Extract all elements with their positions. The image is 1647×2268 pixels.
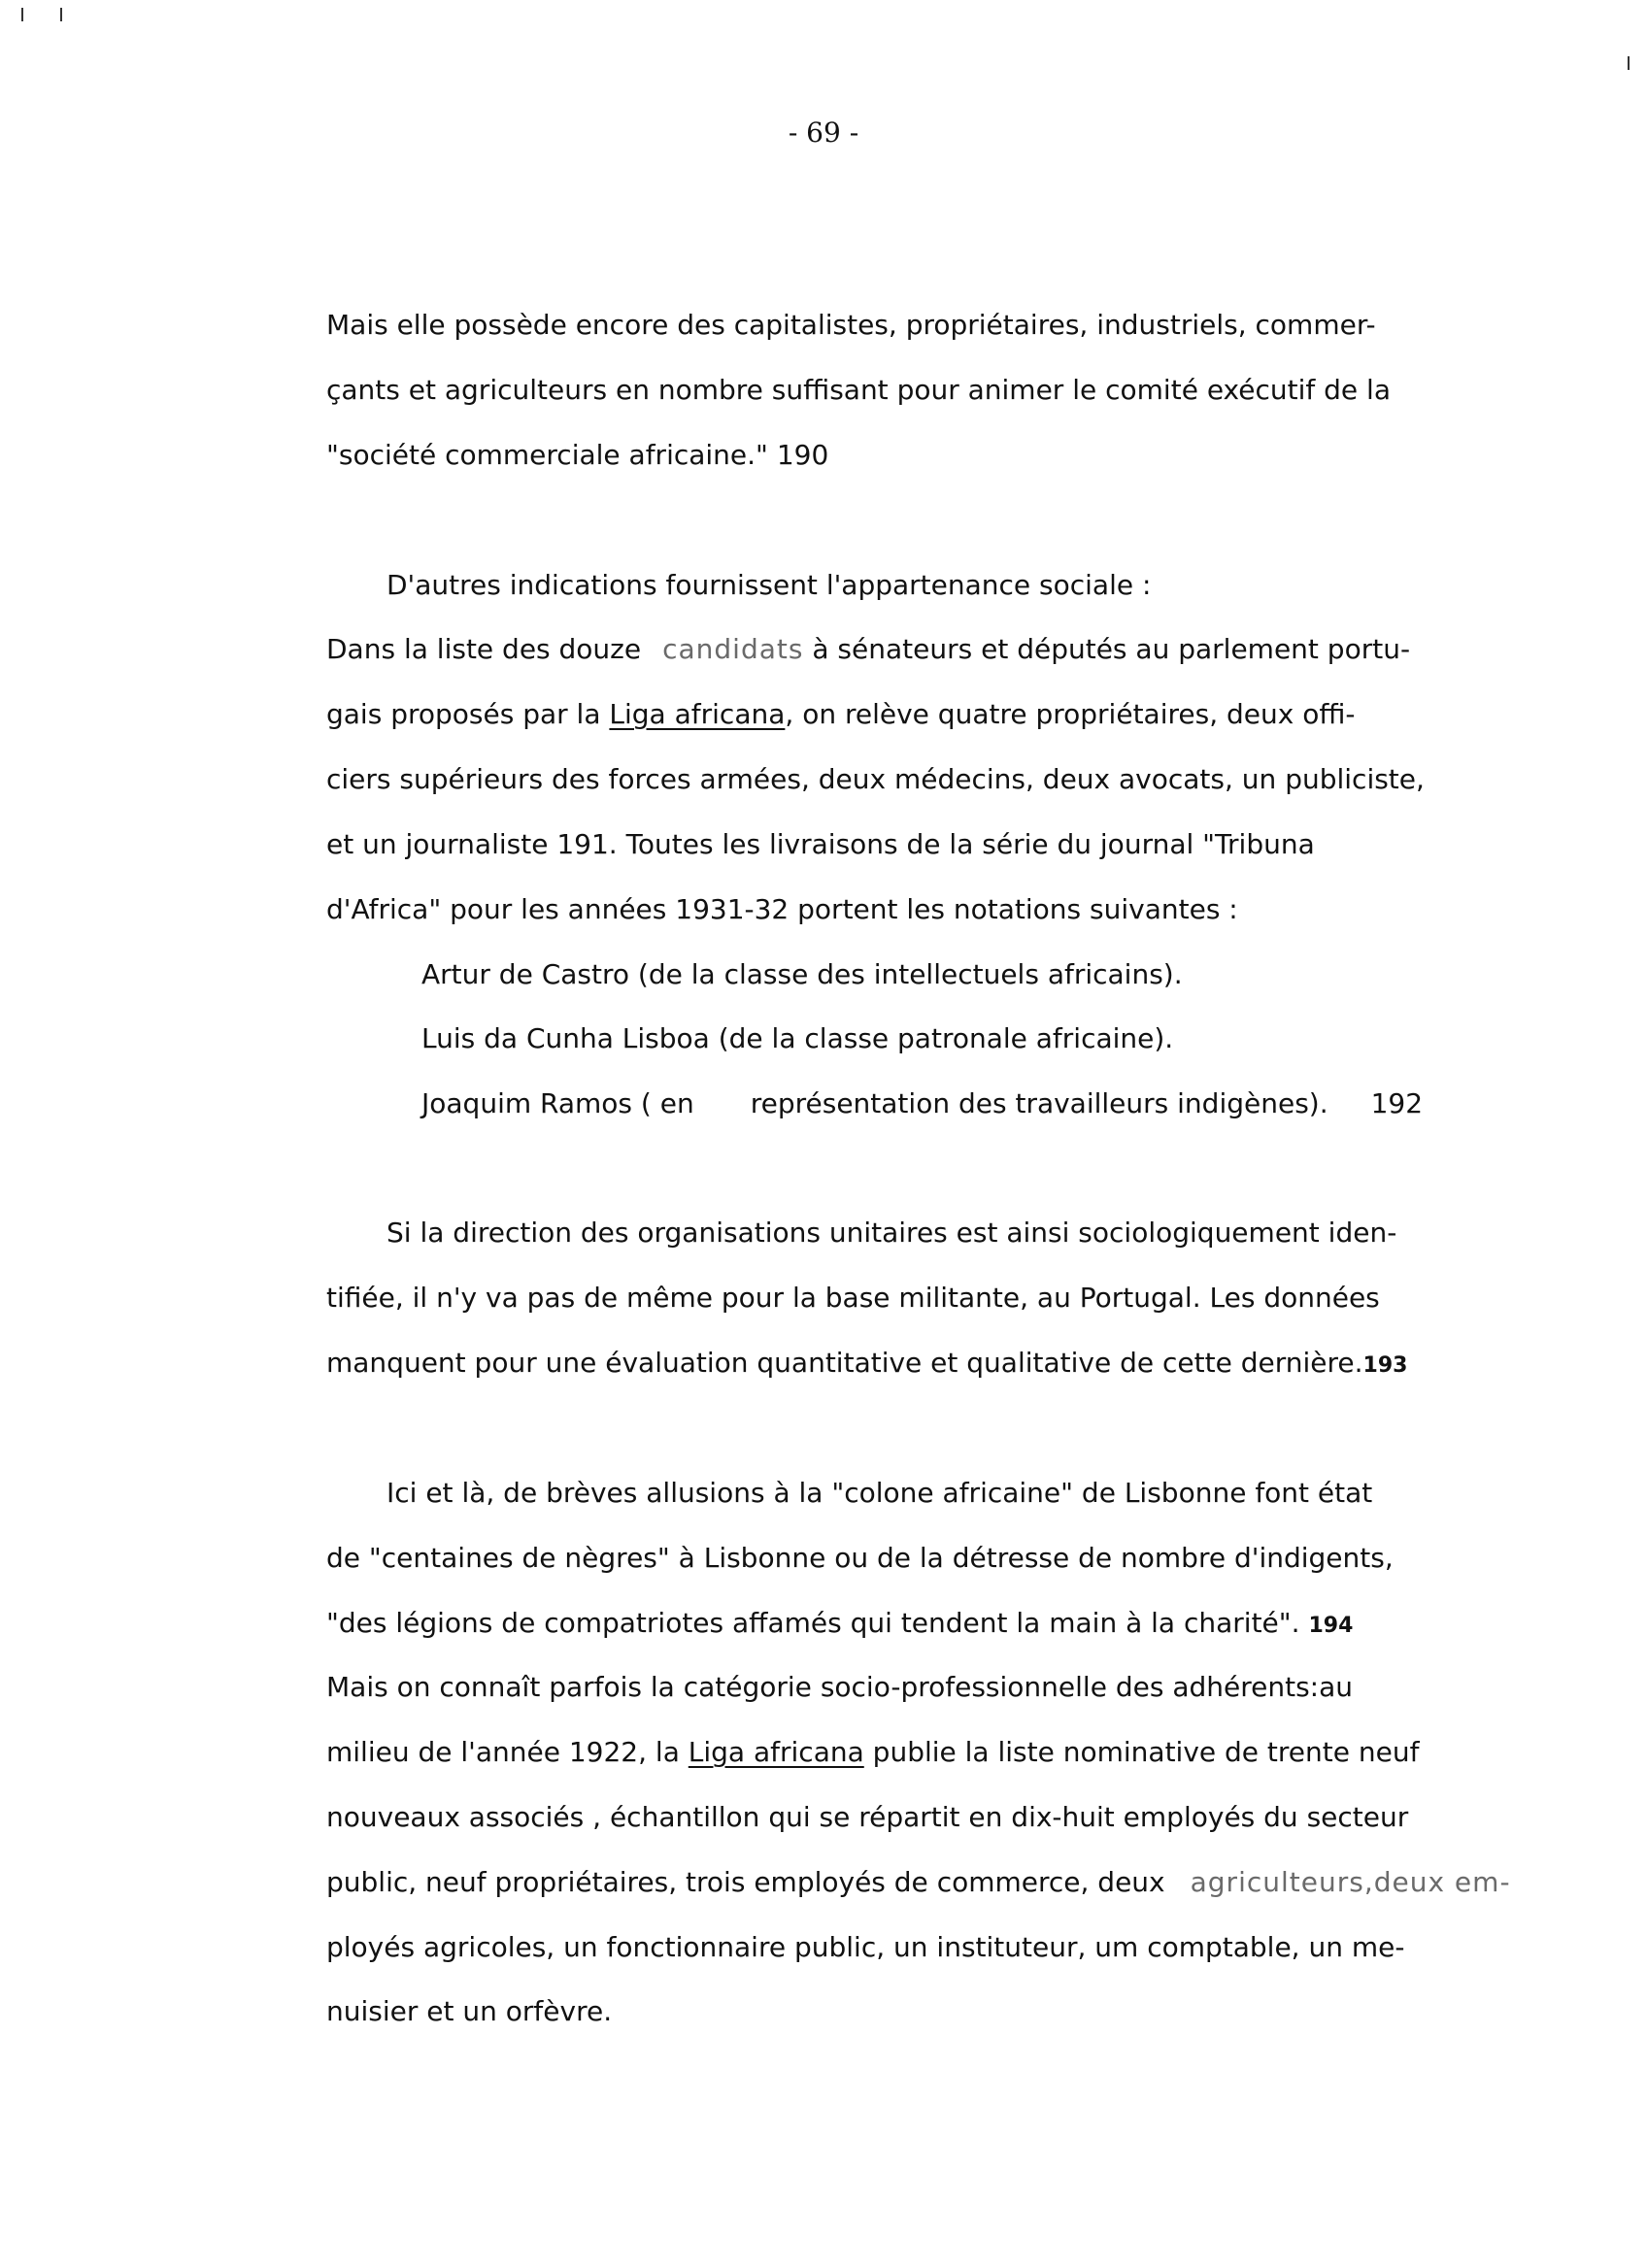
quote-line-1: Artur de Castro (de la classe des intellectuels africains). [421,958,1183,990]
paragraph-1-line-2: çants et agriculteurs en nombre suffisant pour animer le comité exécutif de la [326,374,1391,406]
scan-artifact [1628,56,1630,70]
paragraph-4-line-5 [326,1736,1419,1769]
text-span: manquent pour une évaluation quantitative et qualitative de cette dernière. [326,1347,1363,1379]
underlined-term: Liga africana [609,698,786,730]
text-span: , on relève quatre propriétaires, deux offi- [785,698,1356,730]
text-span: représentation des travailleurs indigènes). [750,1087,1328,1119]
page-number: - 69 - [788,117,859,149]
paragraph-3-line-3 [326,1347,1407,1383]
faint-text: agriculteurs,deux em- [1190,1866,1511,1898]
paragraph-1-line-1: Mais elle possède encore des capitalistes, propriétaires, industriels, commer- [326,309,1376,341]
text-span: publie la liste nominative de trente neuf [872,1736,1420,1768]
paragraph-4-line-2: de "centaines de nègres" à Lisbonne ou de la détresse de nombre d'indigents, [326,1542,1394,1574]
paragraph-2-line-5: et un journaliste 191. Toutes les livraisons de la série du journal "Tribuna [326,828,1315,860]
paragraph-4-line-7 [326,1866,1511,1899]
text-span: milieu de l'année 1922, la [326,1736,680,1768]
paragraph-2-line-1: D'autres indications fournissent l'appartenance sociale : [387,569,1152,601]
text-span: "des légions de compatriotes affamés qui tendent la main à la charité". [326,1607,1300,1639]
paragraph-2-line-4: ciers supérieurs des forces armées, deux médecins, deux avocats, un publiciste, [326,763,1425,795]
paragraph-3-line-1: Si la direction des organisations unitaires est ainsi sociologiquement iden- [387,1217,1397,1249]
text-span: Joaquim Ramos ( en [421,1087,694,1119]
paragraph-4-line-4: Mais on connaît parfois la catégorie socio-professionnelle des adhérents:au [326,1671,1353,1703]
paragraph-2-line-6: d'Africa" pour les années 1931-32 portent les notations suivantes : [326,893,1238,925]
footnote-ref: 193 [1362,1353,1408,1378]
scan-artifact [21,8,23,21]
paragraph-3-line-2: tifiée, il n'y va pas de même pour la base militante, au Portugal. Les données [326,1282,1380,1314]
text-span: Dans la liste des douze [326,633,642,665]
text-span: gais proposés par la [326,698,601,730]
text-span: public, neuf propriétaires, trois employés de commerce, deux [326,1866,1165,1898]
paragraph-4-line-3 [326,1607,1353,1643]
paragraph-4-line-6: nouveaux associés , échantillon qui se répartit en dix-huit employés du secteur [326,1801,1409,1833]
footnote-ref: 194 [1308,1614,1354,1638]
paragraph-4-line-8: ployés agricoles, un fonctionnaire public, un instituteur, um comptable, un me- [326,1931,1405,1963]
text-span: à sénateurs et députés au parlement portu- [812,633,1411,665]
scan-artifact [60,8,62,21]
underlined-term: Liga africana [688,1736,864,1768]
paragraph-1-line-3: "société commerciale africaine." 190 [326,439,829,471]
paragraph-4-line-9: nuisier et un orfèvre. [326,1995,613,2027]
paragraph-2-line-3 [326,698,1356,731]
quote-line-2: Luis da Cunha Lisboa (de la classe patronale africaine). [421,1022,1174,1054]
paragraph-4-line-1: Ici et là, de brèves allusions à la "colone africaine" de Lisbonne font état [387,1477,1373,1509]
quote-line-3 [421,1087,1423,1120]
faint-text: candidats [662,633,804,665]
paragraph-2-line-2 [326,633,1410,666]
footnote-ref: 192 [1370,1087,1424,1119]
